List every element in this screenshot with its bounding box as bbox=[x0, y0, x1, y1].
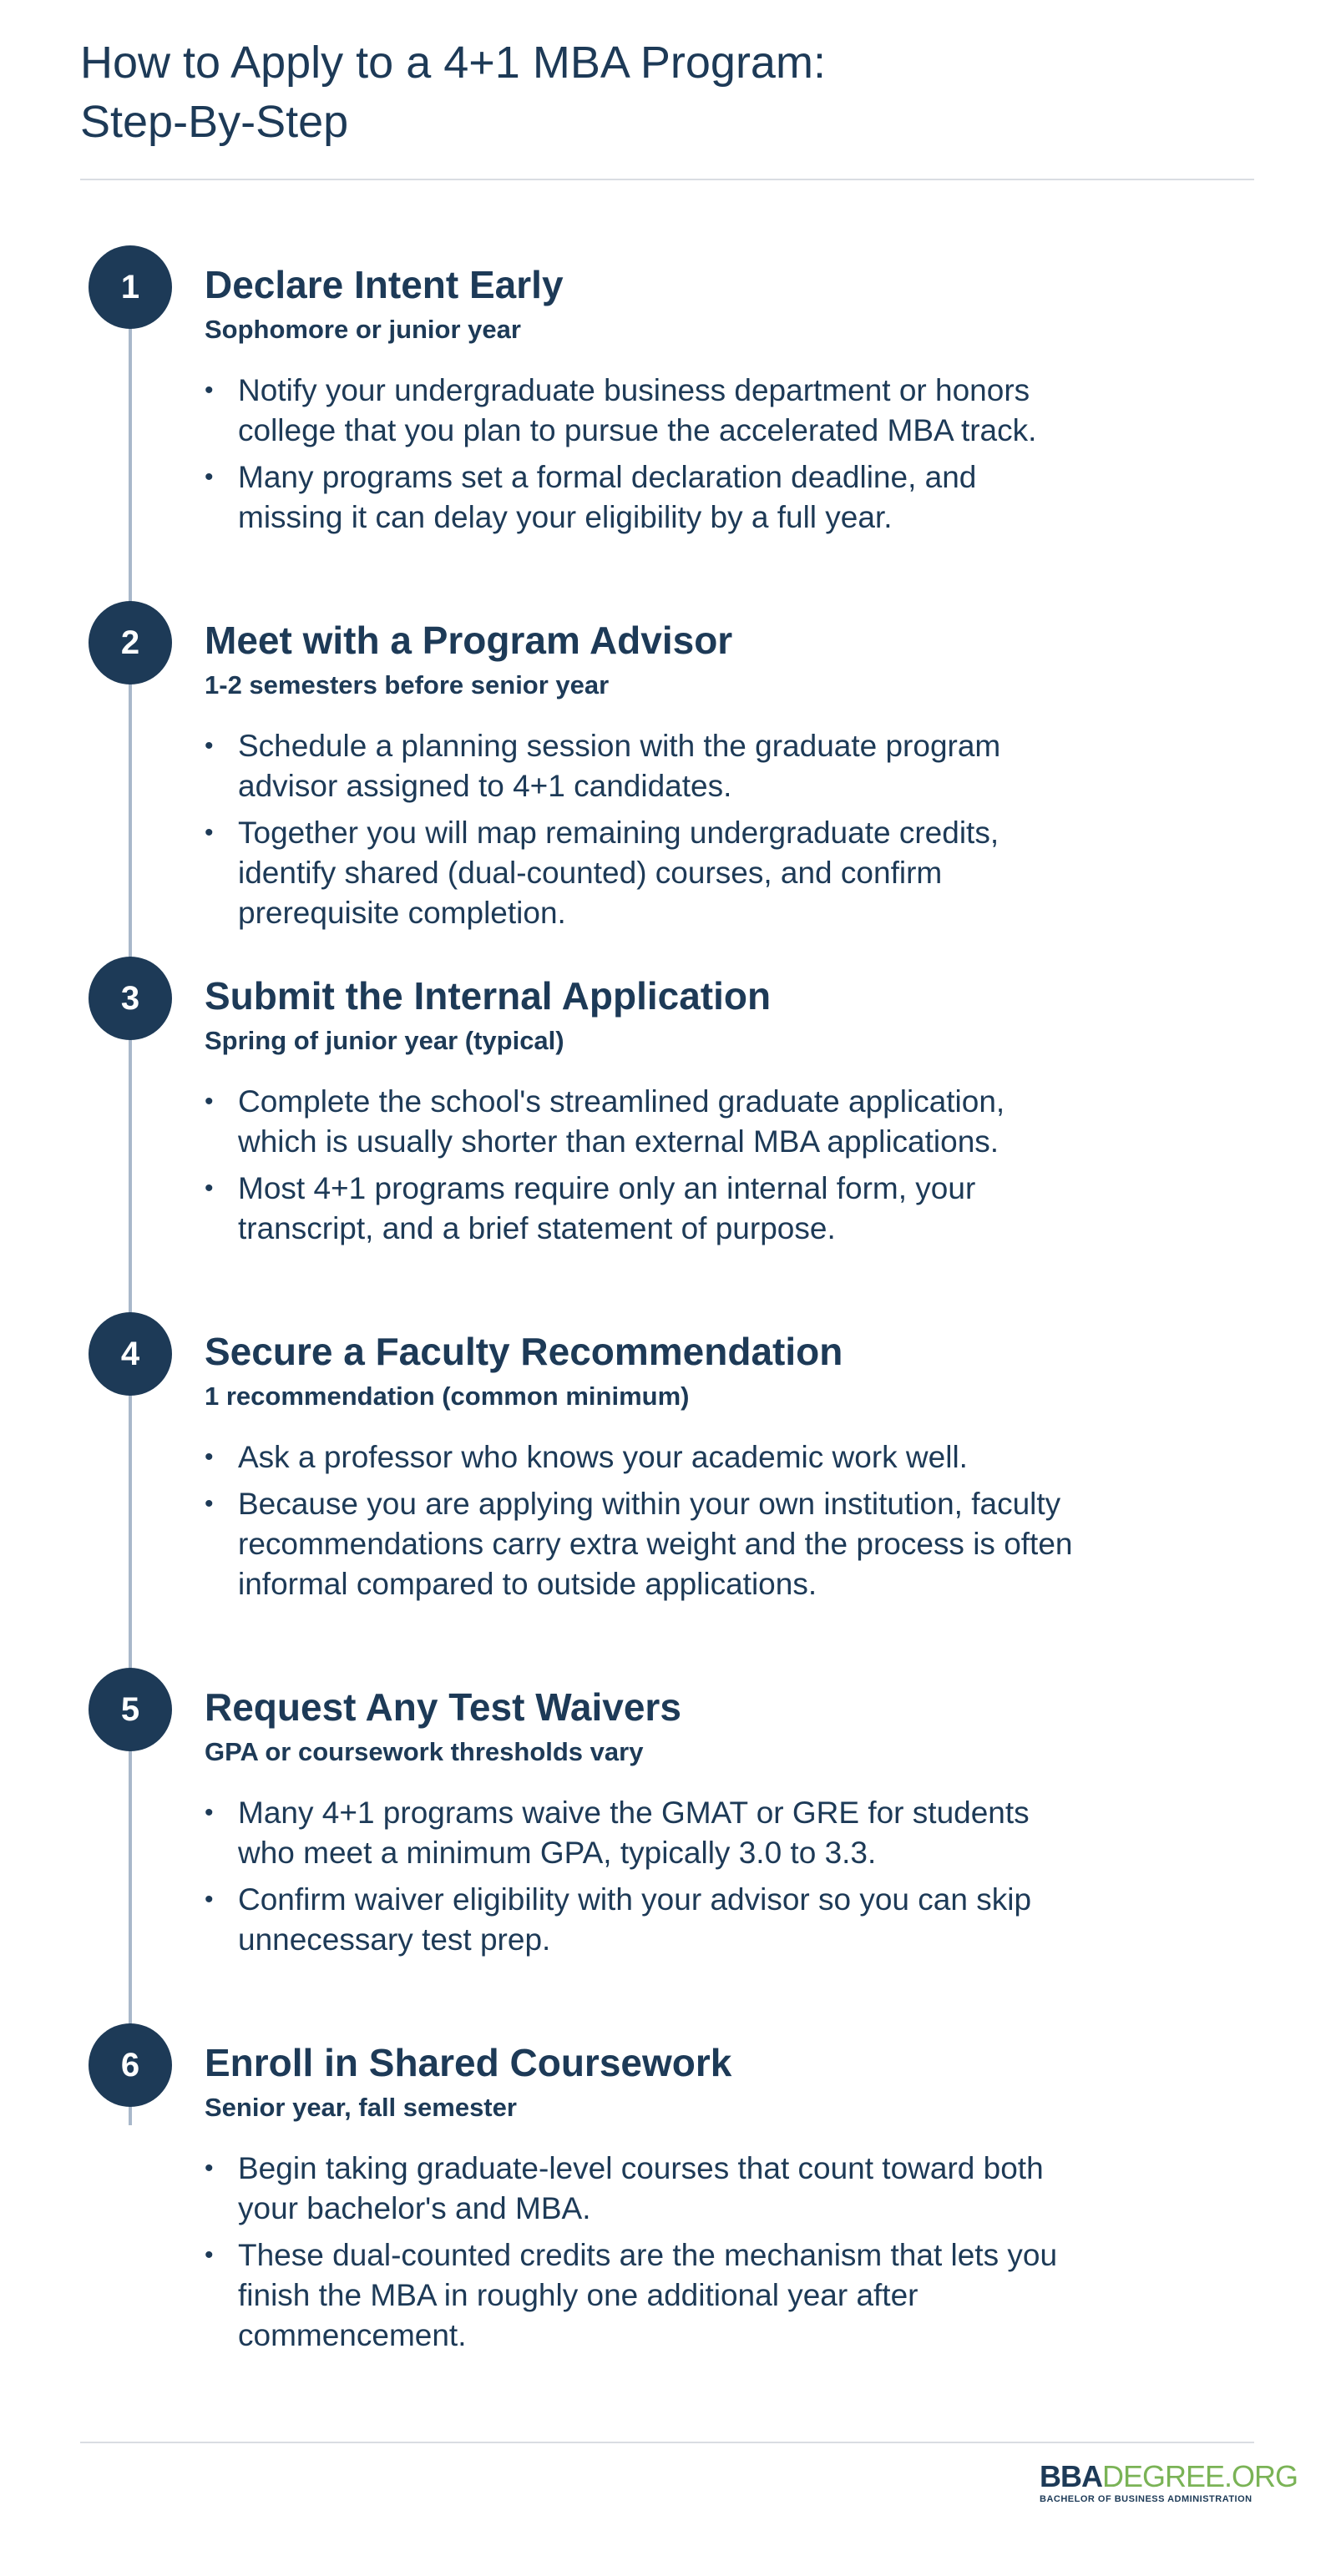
step-number-badge: 2 bbox=[89, 601, 172, 684]
bullet-item: • Complete the school's streamlined graduate application, which is usually shorter than external MBA applications. bbox=[205, 1082, 1073, 1162]
step-timing: 1-2 semesters before senior year bbox=[205, 670, 610, 700]
step-bullet-list bbox=[205, 2149, 1073, 2362]
bullet-item: • Because you are applying within your own institution, faculty recommendations carry extra weight and the process is often informal compared to outside applications. bbox=[205, 1484, 1073, 1604]
logo-tagline: BACHELOR OF BUSINESS ADMINISTRATION bbox=[1040, 2494, 1252, 2504]
step-number-badge: 6 bbox=[89, 2023, 172, 2107]
bullet-item: • Ask a professor who knows your academic work well. bbox=[205, 1437, 1073, 1477]
bbadegree-logo bbox=[1040, 2459, 1298, 2505]
step-timing: GPA or coursework thresholds vary bbox=[205, 1737, 644, 1766]
page-title-line-2: Step-By-Step bbox=[80, 97, 349, 147]
bullet-item: • Confirm waiver eligibility with your advisor so you can skip unnecessary test prep. bbox=[205, 1880, 1073, 1960]
step-timing: Sophomore or junior year bbox=[205, 315, 521, 344]
step-title: Meet with a Program Advisor bbox=[205, 619, 733, 662]
step-number-badge: 1 bbox=[89, 245, 172, 329]
step-bullet-list bbox=[205, 1793, 1073, 1967]
bullet-item: • Many programs set a formal declaration deadline, and missing it can delay your eligibility by a full year. bbox=[205, 457, 1073, 538]
step-number-badge: 4 bbox=[89, 1312, 172, 1396]
page-title bbox=[80, 33, 999, 152]
top-divider bbox=[80, 179, 1254, 180]
logo-domain-text: DEGREE.ORG bbox=[1102, 2459, 1298, 2493]
step-title: Secure a Faculty Recommendation bbox=[205, 1330, 843, 1373]
step-title: Submit the Internal Application bbox=[205, 974, 772, 1018]
bullet-item: • These dual-counted credits are the mechanism that lets you finish the MBA in roughly one additional year after commencement. bbox=[205, 2235, 1073, 2356]
step-timing: Senior year, fall semester bbox=[205, 2093, 517, 2122]
step-timing: 1 recommendation (common minimum) bbox=[205, 1381, 690, 1411]
step-timing: Spring of junior year (typical) bbox=[205, 1026, 564, 1055]
logo-wordmark bbox=[1040, 2460, 1298, 2493]
step-number-badge: 3 bbox=[89, 957, 172, 1040]
step-bullet-list bbox=[205, 726, 1073, 940]
logo-bold-text: BBA bbox=[1040, 2459, 1102, 2493]
step-bullet-list bbox=[205, 1437, 1073, 1611]
step-title: Enroll in Shared Coursework bbox=[205, 2041, 732, 2084]
bullet-item: • Many 4+1 programs waive the GMAT or GRE for students who meet a minimum GPA, typically 3.0 to 3.3. bbox=[205, 1793, 1073, 1873]
bullet-item: • Together you will map remaining undergraduate credits, identify shared (dual-counted) courses, and confirm prerequisite completion. bbox=[205, 813, 1073, 933]
step-bullet-list bbox=[205, 1082, 1073, 1255]
bullet-item: • Most 4+1 programs require only an internal form, your transcript, and a brief statement of purpose. bbox=[205, 1169, 1073, 1249]
step-bullet-list bbox=[205, 371, 1073, 544]
bottom-divider bbox=[80, 2442, 1254, 2443]
page-title-line-1: How to Apply to a 4+1 MBA Program: bbox=[80, 38, 826, 88]
bullet-item: • Notify your undergraduate business department or honors college that you plan to pursue the accelerated MBA track. bbox=[205, 371, 1073, 451]
step-title: Declare Intent Early bbox=[205, 263, 564, 306]
step-title: Request Any Test Waivers bbox=[205, 1685, 681, 1729]
step-number-badge: 5 bbox=[89, 1668, 172, 1751]
timeline-line bbox=[129, 289, 132, 2125]
bullet-item: • Begin taking graduate-level courses that count toward both your bachelor's and MBA. bbox=[205, 2149, 1073, 2229]
bullet-item: • Schedule a planning session with the graduate program advisor assigned to 4+1 candidates. bbox=[205, 726, 1073, 806]
